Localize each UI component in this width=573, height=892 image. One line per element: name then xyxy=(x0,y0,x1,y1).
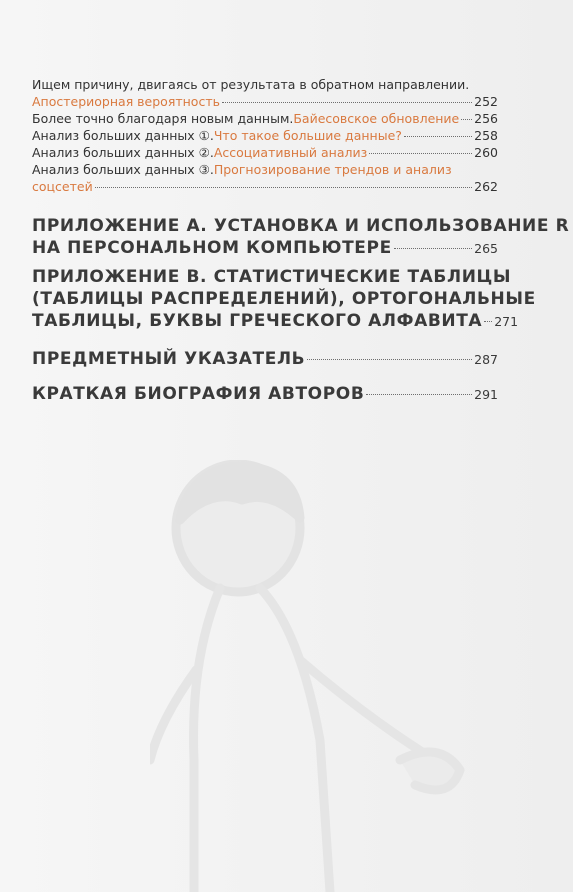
page-number: 262 xyxy=(474,179,498,194)
toc-chapter-appendix-a[interactable] xyxy=(32,215,570,260)
dot-leader xyxy=(307,359,472,360)
subentry-text: Ищем причину, двигаясь от результата в обратном направлении. xyxy=(32,77,470,92)
dot-leader xyxy=(222,102,472,103)
page-number: 256 xyxy=(474,111,498,126)
page-number: 271 xyxy=(494,314,519,329)
shrugging-character-illustration xyxy=(150,460,480,892)
subentry-text: Анализ больших данных ③. xyxy=(32,162,214,177)
subsection-list xyxy=(32,76,498,195)
chapter-title-line xyxy=(32,310,519,333)
subentry-highlight: Прогнозирование трендов и анализ xyxy=(213,162,452,177)
dot-leader xyxy=(484,321,492,322)
dot-leader xyxy=(366,394,472,395)
dot-leader xyxy=(95,187,472,188)
chapter-title-text: (ТАБЛИЦЫ РАСПРЕДЕЛЕНИЙ), ОРТОГОНАЛЬНЫЕ xyxy=(32,289,536,309)
subentry-highlight: Байесовское обновление xyxy=(293,111,460,126)
chapter-title-line xyxy=(32,266,512,288)
chapter-title-line xyxy=(32,383,498,406)
chapter-title-line xyxy=(32,237,498,260)
subentry-text: Анализ больших данных ②. xyxy=(32,145,214,160)
chapter-title-text: НА ПЕРСОНАЛЬНОМ КОМПЬЮТЕРЕ xyxy=(32,238,392,258)
page-number: 252 xyxy=(474,94,498,109)
dot-leader xyxy=(404,136,472,137)
toc-subentry[interactable] xyxy=(32,178,498,195)
toc-subentry[interactable] xyxy=(32,161,498,178)
dot-leader xyxy=(394,248,472,249)
toc-subentry[interactable] xyxy=(32,127,498,144)
dot-leader xyxy=(461,119,472,120)
toc-chapter-appendix-b[interactable] xyxy=(32,266,536,333)
subentry-text: Более точно благодаря новым данным. xyxy=(32,111,294,126)
chapter-title-text: КРАТКАЯ БИОГРАФИЯ АВТОРОВ xyxy=(32,384,365,404)
page-number: 260 xyxy=(474,145,498,160)
subentry-highlight: Что такое большие данные? xyxy=(213,128,402,143)
toc-chapter-authors-bio[interactable] xyxy=(32,383,498,406)
chapter-title-line xyxy=(32,288,536,310)
page-number: 287 xyxy=(474,352,498,367)
toc-chapter-subject-index[interactable] xyxy=(32,348,498,371)
toc-subentry[interactable] xyxy=(32,93,498,110)
subentry-highlight: Ассоциативный анализ xyxy=(213,145,368,160)
subentry-text: Анализ больших данных ①. xyxy=(32,128,214,143)
chapter-title-text: ПРЕДМЕТНЫЙ УКАЗАТЕЛЬ xyxy=(32,349,306,369)
chapter-title-text: ПРИЛОЖЕНИЕ А. УСТАНОВКА И ИСПОЛЬЗОВАНИЕ R xyxy=(32,216,570,236)
toc-subentry[interactable] xyxy=(32,144,498,161)
chapter-title-line xyxy=(32,215,570,237)
page-number: 265 xyxy=(474,241,498,256)
toc-subentry[interactable] xyxy=(32,76,498,93)
chapter-title-line xyxy=(32,348,498,371)
chapter-title-text: ТАБЛИЦЫ, БУКВЫ ГРЕЧЕСКОГО АЛФАВИТА xyxy=(32,311,483,331)
subentry-highlight: соцсетей xyxy=(32,179,93,194)
dot-leader xyxy=(369,153,472,154)
toc-subentry[interactable] xyxy=(32,110,498,127)
page-number: 291 xyxy=(474,387,498,402)
chapter-title-text: ПРИЛОЖЕНИЕ В. СТАТИСТИЧЕСКИЕ ТАБЛИЦЫ xyxy=(32,267,512,287)
page-number: 258 xyxy=(474,128,498,143)
subentry-highlight: Апостериорная вероятность xyxy=(32,94,220,109)
